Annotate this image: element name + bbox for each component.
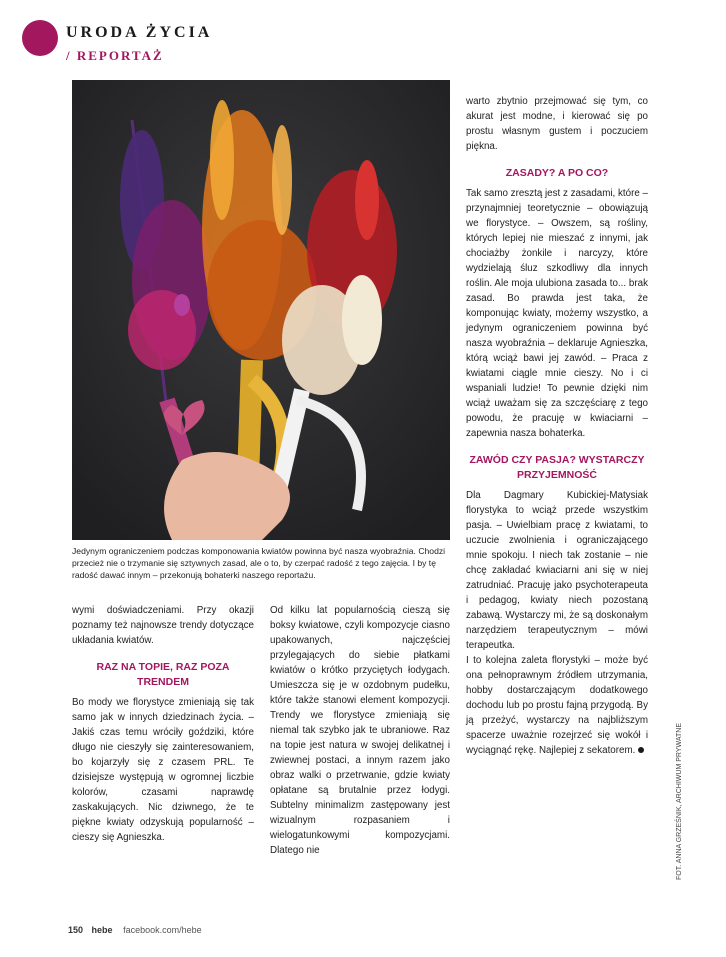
text-column-3: [466, 94, 648, 758]
section-title: URODA ŻYCIA: [66, 24, 213, 41]
footer-url: facebook.com/hebe: [123, 925, 202, 935]
bouquet-illustration: [72, 80, 450, 540]
page-footer: [68, 925, 202, 935]
paragraph: [466, 653, 648, 758]
text-column-1: [72, 603, 254, 845]
paragraph-text: I to kolejna zaleta florystyki – może być ona pełnoprawnym źródłem utrzymania, hobby dostarczającym dodatkowego dochodu lub po prostu fajną przygodą. By ją przeżyć, wystarczy na najbliższym spacerze uważnie rozejrzeć się wokół i wyciągnąć rękę. Najlepiej z sekatorem.: [466, 655, 648, 756]
section-subtitle: / REPORTAŻ: [66, 48, 164, 63]
subheading: ZAWÓD CZY PASJA? WYSTARCZY PRZYJEMNOŚĆ: [469, 454, 645, 481]
magazine-brand: hebe: [91, 925, 113, 935]
paragraph: wymi doświadczeniami. Przy okazji poznamy też najnowsze trendy dotyczące układania kwiatów.: [72, 605, 254, 646]
paragraph: warto zbytnio przejmować się tym, co akurat jest modne, i kierować się po prostu własnym gustem i poczuciem piękna.: [466, 96, 648, 152]
paragraph: Dla Dagmary Kubickiej-Matysiak florystyka to wciąż przede wszystkim pasja. – Uwielbiam pracę z kwiatami, to uczucie zwolnienia i ograniczającego mnie spokoju. I niech tak zostanie – nie chcę zakładać kwiaciarni ani się w niej zatrudniać. Pracuję jako psychoterapeuta i pedagog, kwiaty niech pozostaną zabawą. Wystarczy mi, że są doskonałym narzędziem terapeutycznym – mówi terapeutka.: [466, 490, 648, 651]
paragraph: Tak samo zresztą jest z zasadami, które – przynajmniej teoretycznie – obowiązują we florystyce. – Owszem, są rośliny, których lepiej nie mieszać z innymi, jak chociażby żonkile i narcyzy, które wydzielają śluz szkodliwy dla innych roślin. Ale moja ulubiona zasada to... brak zasad. Bo prawda jest taka, że komponując kwiaty, możemy wszystko, a jedynym ograniczeniem powinna być nasza wyobraźnia – deklaruje Agnieszka, którą wciąż bawi jej zawód. – Praca z kwiatami ciągle mnie cieszy. No i ci wspaniali ludzie! To pewnie dzięki nim wciąż uważam się za szczęściarę z tego powodu, że pracuję w kwiaciarni – zapewnia nasza bohaterka.: [466, 188, 648, 439]
bouquet-photo: [72, 80, 450, 540]
photo-credit: FOT. ANNA GRZEŚNIK, ARCHIWUM PRYWATNE: [676, 723, 683, 880]
section-marker-dot: [22, 20, 58, 56]
photo-caption: Jedynym ograniczeniem podczas komponowania kwiatów powinna być nasza wyobraźnia. Chodzi przecież nie o trzymanie się sztywnych zasad, ale o to, by czerpać radość z tego zajęcia. I by tę radość dawać innym – przekonują bohaterki naszego reportażu.: [72, 546, 446, 580]
text-column-2: [270, 603, 450, 858]
paragraph: Od kilku lat popularnością cieszą się boksy kwiatowe, czyli kompozycje ciasno upakowanych, najczęściej przylegających do siebie płatkami kwiatów o krótko przyciętych łodygach. Umieszcza się je w ozdobnym pudełku, które także stanowi element kompozycji. Trendy we florystyce zmieniają się niemal tak szybko jak te ubraniowe. Raz na topie jest natura w swojej delikatnej i zwiewnej postaci, a innym razem jako obraz walki o przetrwanie, gdzie kwiaty opłatane są brutalnie przez łodygi. Subtelny minimalizm zastępowany jest wizualnym rozpasaniem i wielogatunkowymi kompozycjami. Dlatego nie: [270, 605, 450, 856]
subheading: ZASADY? A PO CO?: [505, 167, 609, 179]
subheading: RAZ NA TOPIE, RAZ POZA TRENDEM: [96, 661, 230, 688]
paragraph: Bo mody we florystyce zmieniają się tak samo jak w innych dziedzinach życia. – Jakiś czas temu wróciły goździki, które długo nie cieszyły się zainteresowaniem, bo kojarzyły się z czasem PRL. Te dzisiejsze występują w ogromnej liczbie kolorów, czasami naprawdę zaskakujących. Nic dziwnego, że te piękne kwiaty odzyskują popularność – cieszy się Agnieszka.: [72, 697, 254, 843]
page-number: 150: [68, 925, 84, 935]
article-end-mark: [638, 747, 644, 753]
